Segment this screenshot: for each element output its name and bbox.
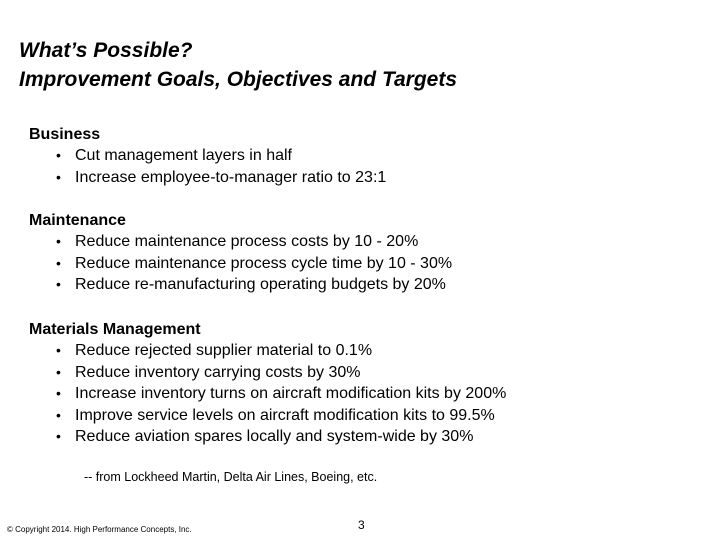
bullet-item	[29, 253, 452, 275]
bullet-text: Improve service levels on aircraft modification kits to 99.5%	[75, 406, 495, 424]
bullet-text: Reduce maintenance process costs by 10 - 20%	[75, 233, 419, 250]
bullet-list	[29, 231, 452, 296]
bullet-icon: •	[56, 428, 61, 444]
source-attribution: -- from Lockheed Martin, Delta Air Lines, Boeing, etc.	[84, 470, 378, 484]
title-line-2: Improvement Goals, Objectives and Targets	[19, 68, 458, 91]
section-business	[29, 124, 386, 188]
bullet-icon: •	[56, 168, 61, 185]
bullet-icon: •	[56, 147, 61, 163]
bullet-text: Increase employee-to-manager ratio to 23:1	[75, 168, 387, 186]
copyright-notice: © Copyright 2014. High Performance Concepts, Inc.	[7, 525, 192, 534]
bullet-icon: •	[56, 363, 61, 380]
bullet-text: Reduce aviation spares locally and system-wide by 30%	[75, 428, 474, 445]
bullet-text: Reduce rejected supplier material to 0.1%	[75, 342, 373, 359]
bullet-list	[29, 340, 506, 448]
bullet-item	[29, 274, 452, 296]
bullet-icon: •	[56, 406, 61, 423]
bullet-list	[29, 145, 386, 188]
title-line-1: What’s Possible?	[19, 39, 193, 62]
bullet-item	[29, 145, 386, 167]
slide-title	[19, 36, 457, 94]
bullet-item	[29, 231, 452, 253]
section-heading: Maintenance	[29, 212, 126, 229]
bullet-item	[29, 383, 506, 405]
bullet-text: Reduce maintenance process cycle time by 10 - 30%	[75, 254, 453, 272]
page-number: 3	[358, 518, 365, 532]
bullet-item	[29, 426, 506, 448]
bullet-text: Increase inventory turns on aircraft modification kits by 200%	[75, 385, 507, 402]
bullet-icon: •	[56, 254, 61, 271]
bullet-icon: •	[56, 233, 61, 249]
bullet-item	[29, 405, 506, 427]
bullet-item	[29, 167, 386, 189]
bullet-icon: •	[56, 276, 61, 292]
bullet-item	[29, 362, 506, 384]
bullet-text: Cut management layers in half	[75, 147, 292, 164]
section-heading: Materials Management	[29, 321, 201, 338]
bullet-item	[29, 340, 506, 362]
bullet-icon: •	[56, 342, 61, 358]
section-maintenance	[29, 210, 452, 296]
bullet-icon: •	[56, 385, 61, 401]
section-materials-management	[29, 319, 506, 448]
bullet-text: Reduce inventory carrying costs by 30%	[75, 363, 361, 381]
section-heading: Business	[29, 126, 101, 143]
bullet-text: Reduce re-manufacturing operating budgets by 20%	[75, 276, 446, 293]
